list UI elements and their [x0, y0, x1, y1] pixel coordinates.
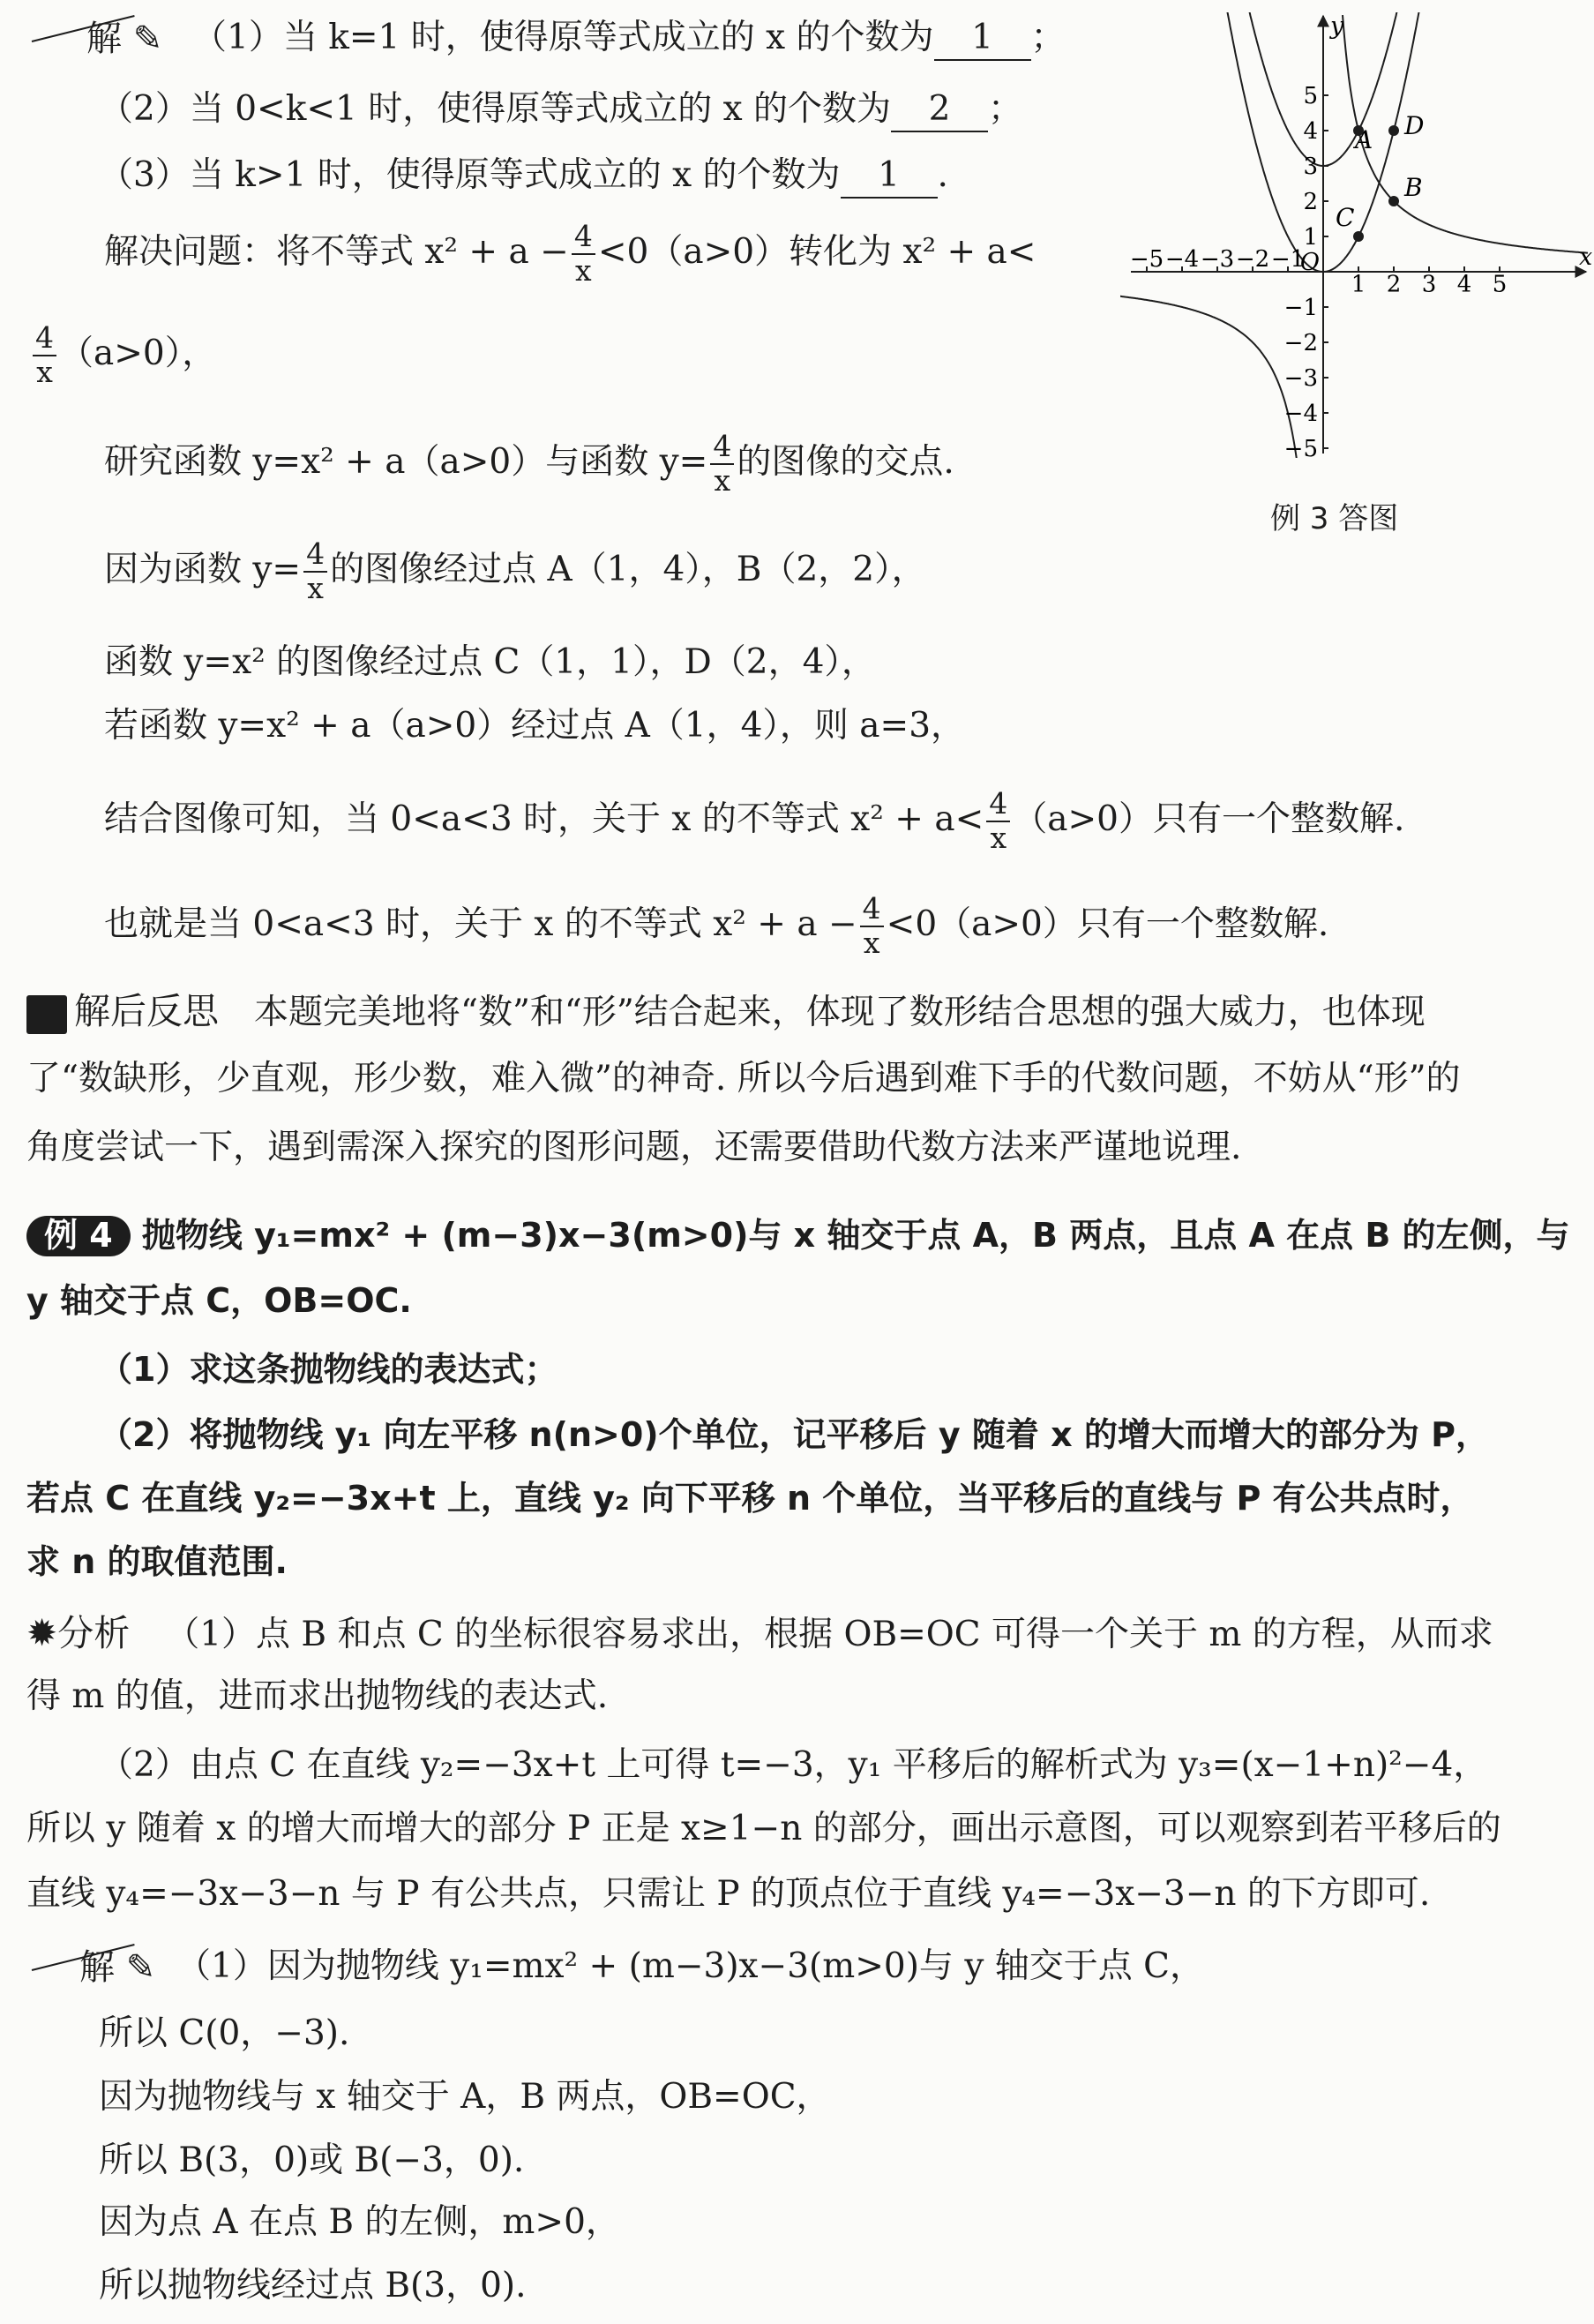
y-tick-label: 3 — [1303, 154, 1318, 180]
fraction: $\frac{4}{x}$ — [572, 221, 595, 288]
solution1-line3: （3）当 k>1 时，使得原等式成立的 x 的个数为 1 . — [99, 155, 948, 199]
fraction: $\frac{4}{x}$ — [710, 431, 734, 498]
solution-label: 解 ✎ — [35, 11, 162, 61]
answer-blank-1: 1 — [934, 18, 1031, 61]
resolve-line4: 因为函数 y= $\frac{4}{x}$ 的图像经过点 A（1，4），B（2，2）， — [104, 536, 926, 605]
reflection-line1: 解后反思 本题完美地将“数”和“形”结合起来，体现了数形结合思想的强大威力，也体现 — [26, 990, 1426, 1034]
y-tick-label: −3 — [1283, 365, 1318, 392]
point-label-D: D — [1404, 111, 1425, 140]
y-tick-label: 2 — [1303, 189, 1318, 215]
example4-line2: y 轴交于点 C，OB=OC. — [26, 1281, 412, 1320]
resolve-line5: 函数 y=x² 的图像经过点 C（1，1），D（2，4）， — [104, 642, 876, 682]
x-tick-label: 2 — [1386, 271, 1402, 298]
resolve-line3: 研究函数 y=x² + a（a>0）与函数 y= $\frac{4}{x}$ 的图像的交点. — [104, 429, 954, 498]
x-tick-label: 1 — [1351, 271, 1366, 298]
fraction: $\frac{4}{x}$ — [303, 538, 327, 605]
x-tick-label: −2 — [1235, 246, 1270, 273]
resolve-line7: 结合图像可知，当 0<a<3 时，关于 x 的不等式 x² + a< $\frac{4}{x}$ （a>0）只有一个整数解. — [104, 786, 1405, 855]
fraction: $\frac{4}{x}$ — [860, 893, 884, 960]
book-icon — [26, 995, 67, 1034]
point-label-C: C — [1336, 203, 1355, 232]
example4-line3: （1）求这条抛物线的表达式； — [99, 1350, 558, 1389]
gear-icon: ✹ — [26, 1611, 58, 1654]
solution2-line4: 所以 B(3，0)或 B(−3，0). — [99, 2140, 525, 2180]
x-axis-label: x — [1579, 244, 1593, 271]
pencil-icon: ✎ — [132, 19, 163, 59]
analysis-line4: 所以 y 随着 x 的增大而增大的部分 P 正是 x≥1−n 的部分，画出示意图，可以观察到若平移后的 — [26, 1809, 1501, 1848]
analysis-line3: （2）由点 C 在直线 y₂=−3x+t 上可得 t=−3，y₁ 平移后的解析式为 y₃=(x−1+n)²−4， — [99, 1745, 1488, 1785]
point-B — [1388, 196, 1399, 206]
resolve-line8: 也就是当 0<a<3 时，关于 x 的不等式 x² + a − $\frac{4}{x}$ <0（a>0）只有一个整数解. — [104, 891, 1329, 960]
example4-line5: 若点 C 在直线 y₂=−3x+t 上，直线 y₂ 向下平移 n 个单位，当平移后的直线与 P 有公共点时， — [26, 1479, 1474, 1518]
point-C — [1353, 231, 1364, 242]
origin-label: O — [1299, 249, 1320, 276]
resolve-line2: $\frac{4}{x}$ （a>0）， — [30, 322, 216, 389]
solution-label: 解 ✎ — [35, 1939, 155, 1990]
x-tick-label: 3 — [1421, 271, 1437, 298]
resolve-line1: 解决问题：将不等式 x² + a − $\frac{4}{x}$ <0（a>0）转化为 x² + a< — [104, 219, 1036, 288]
answer-blank-2: 2 — [891, 89, 988, 132]
reflection-line3: 角度尝试一下，遇到需深入探究的图形问题，还需要借助代数方法来严谨地说理. — [26, 1128, 1242, 1167]
y-tick-label: 4 — [1303, 118, 1318, 145]
y-tick-label: 5 — [1303, 83, 1318, 109]
point-D — [1388, 125, 1399, 136]
example4-line4: （2）将抛物线 y₁ 向左平移 n(n>0)个单位，记平移后 y 随着 x 的增大而增大的部分为 P， — [99, 1415, 1489, 1454]
figure-caption: 例 3 答图 — [1270, 501, 1399, 536]
example-badge: 例 4 — [26, 1216, 131, 1256]
solution2-line2: 所以 C(0，−3). — [99, 2013, 350, 2053]
analysis-line5: 直线 y₄=−3x−3−n 与 P 有公共点，只需让 P 的顶点位于直线 y₄=−3x−3−n 的下方即可. — [26, 1874, 1431, 1914]
analysis-title: 分析 — [57, 1612, 131, 1654]
solution1-line1: （1）当 k=1 时，使得原等式成立的 x 的个数为 1 ； — [192, 18, 1066, 61]
x-tick-label: 5 — [1492, 271, 1508, 298]
x-tick-label: −3 — [1200, 246, 1235, 273]
analysis-line1: ✹分析 （1）点 B 和点 C 的坐标很容易求出，根据 OB=OC 可得一个关于 m 的方程，从而求 — [26, 1611, 1493, 1654]
hyperbola-branch-right — [1343, 15, 1588, 253]
y-tick-label: −1 — [1283, 295, 1318, 321]
resolve-line6: 若函数 y=x² + a（a>0）经过点 A（1，4），则 a=3， — [104, 706, 966, 746]
point-label-B: B — [1404, 173, 1423, 202]
analysis-line2: 得 m 的值，进而求出抛物线的表达式. — [26, 1676, 609, 1716]
answer-blank-3: 1 — [841, 155, 938, 199]
y-tick-label: 1 — [1303, 224, 1318, 251]
x-tick-label: −1 — [1270, 246, 1306, 273]
solution1-line2: （2）当 0<k<1 时，使得原等式成立的 x 的个数为 2 ； — [99, 89, 1022, 132]
y-axis-label: y — [1330, 12, 1344, 40]
y-tick-label: −2 — [1283, 330, 1318, 356]
point-label-A: A — [1355, 125, 1373, 154]
reflection-title: 解后反思 — [74, 990, 219, 1032]
example3-answer-graph — [1120, 12, 1593, 458]
fraction: $\frac{4}{x}$ — [986, 788, 1010, 855]
example4-line6: 求 n 的取值范围. — [26, 1542, 288, 1581]
pencil-icon: ✎ — [125, 1947, 156, 1988]
solution2-line3: 因为抛物线与 x 轴交于 A，B 两点，OB=OC， — [99, 2077, 831, 2117]
y-tick-label: −5 — [1283, 436, 1318, 458]
example4-line1: 例 4 抛物线 y₁=mx² + (m−3)x−3(m>0)与 x 轴交于点 A，B 两点，且点 A 在点 B 的左侧，与 — [26, 1216, 1570, 1256]
x-tick-label: −5 — [1129, 246, 1164, 273]
solution2-line5: 因为点 A 在点 B 的左侧，m>0， — [99, 2202, 620, 2242]
solution2-line6: 所以抛物线经过点 B(3，0). — [99, 2266, 527, 2305]
fraction: $\frac{4}{x}$ — [33, 322, 56, 389]
points — [1336, 111, 1424, 242]
hyperbola-branch-left — [1120, 290, 1304, 458]
reflection-line2: 了“数缺形，少直观，形少数，难入微”的神奇. 所以今后遇到难下手的代数问题，不妨从“形”的 — [26, 1059, 1461, 1098]
solution2-line1: （1）因为抛物线 y₁=mx² + (m−3)x−3(m>0)与 y 轴交于点 C， — [176, 1946, 1204, 1986]
x-tick-label: −4 — [1164, 246, 1200, 273]
y-tick-label: −4 — [1283, 401, 1318, 427]
x-tick-label: 4 — [1456, 271, 1472, 298]
